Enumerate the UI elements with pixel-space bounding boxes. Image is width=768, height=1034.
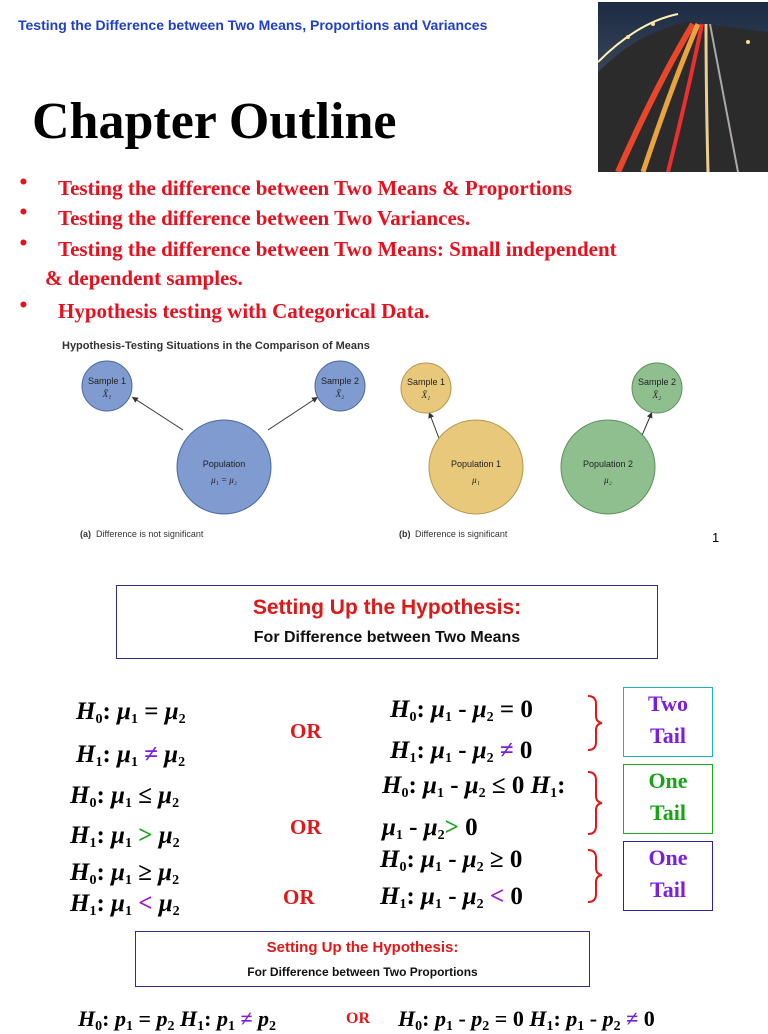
population-label: Population: [202, 459, 246, 469]
hypothesis-box-proportions: [135, 931, 590, 987]
tail-braces: [584, 690, 614, 910]
comparison-figure: [0, 355, 768, 545]
sample1-label: Sample 1: [406, 377, 446, 387]
formula-h1-diff-gt: $\mu_1 - \mu_2> 0$: [382, 814, 478, 843]
hypothesis-box-subtitle: For Difference between Two Means: [253, 629, 521, 646]
formula-h1-gt: $H_1$: $\mu_1 > \mu_2$: [70, 822, 180, 851]
formula-proportions-diff: $H_0$: $p_1 - p_2 = 0$ $H_1$: $p_1 - p_2 \ne 0$: [398, 1006, 655, 1034]
bullet-icon: •: [18, 296, 29, 316]
panel-a-tag: (a): [80, 529, 91, 539]
formula-h1-diff-lt: $H_1$: $\mu_1 - \mu_2 < 0$: [380, 883, 523, 912]
formula-h0-ge: $H_0$: $\mu_1 \ge \mu_2$: [70, 859, 180, 888]
hypothesis-box-means: [116, 585, 658, 659]
hypothesis-box-subtitle: For Difference between Two Proportions: [247, 965, 478, 979]
formula-h0-diff-zero: $H_0$: $\mu_1 - \mu_2 = 0$: [390, 696, 533, 725]
sample2-circle: [315, 361, 365, 411]
bullet-icon: •: [18, 173, 29, 193]
highway-night-photo: [598, 2, 768, 172]
arrow-line: [132, 397, 183, 430]
sample2-circle: [632, 363, 682, 413]
population1-label: Population 1: [450, 459, 502, 469]
panel-a-caption: Difference is not significant: [96, 529, 204, 539]
chapter-title: Chapter Outline: [32, 93, 397, 150]
formula-proportions-h0-h1: $H_0$: $p_1 = p_2$ $H_1$: $p_1 \ne p_2$: [78, 1006, 277, 1034]
sample1-stat: X̄₁: [421, 390, 431, 400]
hypothesis-box-title: Setting Up the Hypothesis:: [266, 939, 459, 956]
or-label: OR: [346, 1010, 370, 1027]
formula-h0-equal: $H_0$: $\mu_1 = \mu_2$: [76, 698, 186, 727]
or-label: OR: [290, 815, 322, 839]
population2-param: μ₂: [604, 475, 612, 485]
sample1-circle: [82, 361, 132, 411]
one-tail-box: One Tail: [623, 764, 713, 834]
population2-label: Population 2: [582, 459, 634, 469]
population-equation: μ₁ = μ₂: [211, 475, 237, 485]
slide-number: 1: [712, 530, 720, 545]
arrow-line: [268, 397, 318, 430]
sample2-stat: X̄₂: [652, 390, 662, 400]
formula-h0-diff-ge: $H_0$: $\mu_1 - \mu_2 \ge 0$: [380, 846, 523, 875]
formula-h1-lt: $H_1$: $\mu_1 < \mu_2$: [70, 890, 180, 919]
header-title: Testing the Difference between Two Means, Proportions and Variances: [18, 17, 488, 33]
bullet-icon: •: [18, 234, 29, 254]
arrow-line: [429, 412, 440, 441]
sample2-label: Sample 2: [320, 376, 360, 386]
one-tail-box: One Tail: [623, 841, 713, 911]
or-label: OR: [283, 885, 315, 909]
figure-title: Hypothesis-Testing Situations in the Comparison of Means: [62, 340, 370, 352]
sample2-stat: X̄₂: [335, 389, 345, 399]
formula-h0-le: $H_0$: $\mu_1 \le \mu_2$: [70, 782, 180, 811]
formula-h1-diff-notzero: $H_1$: $\mu_1 - \mu_2 \ne 0$: [390, 737, 533, 766]
sample1-circle: [401, 363, 451, 413]
panel-b-caption: Difference is significant: [415, 529, 508, 539]
sample1-label: Sample 1: [87, 376, 127, 386]
or-label: OR: [290, 719, 322, 743]
bullet-icon: •: [18, 203, 29, 223]
sample2-label: Sample 2: [637, 377, 677, 387]
formula-h1-notequal: $H_1$: $\mu_1 \ne \mu_2$: [76, 741, 186, 770]
panel-b-tag: (b): [399, 529, 411, 539]
formula-h0-diff-le: $H_0$: $\mu_1 - \mu_2 \le 0$ $H_1$:: [382, 772, 566, 801]
outline-item-continuation: & dependent samples.: [45, 266, 243, 290]
two-tail-box: Two Tail: [623, 687, 713, 757]
sample1-stat: X̄₁: [102, 389, 112, 399]
hypothesis-box-title: Setting Up the Hypothesis:: [252, 596, 522, 619]
population1-param: μ₁: [472, 475, 480, 485]
